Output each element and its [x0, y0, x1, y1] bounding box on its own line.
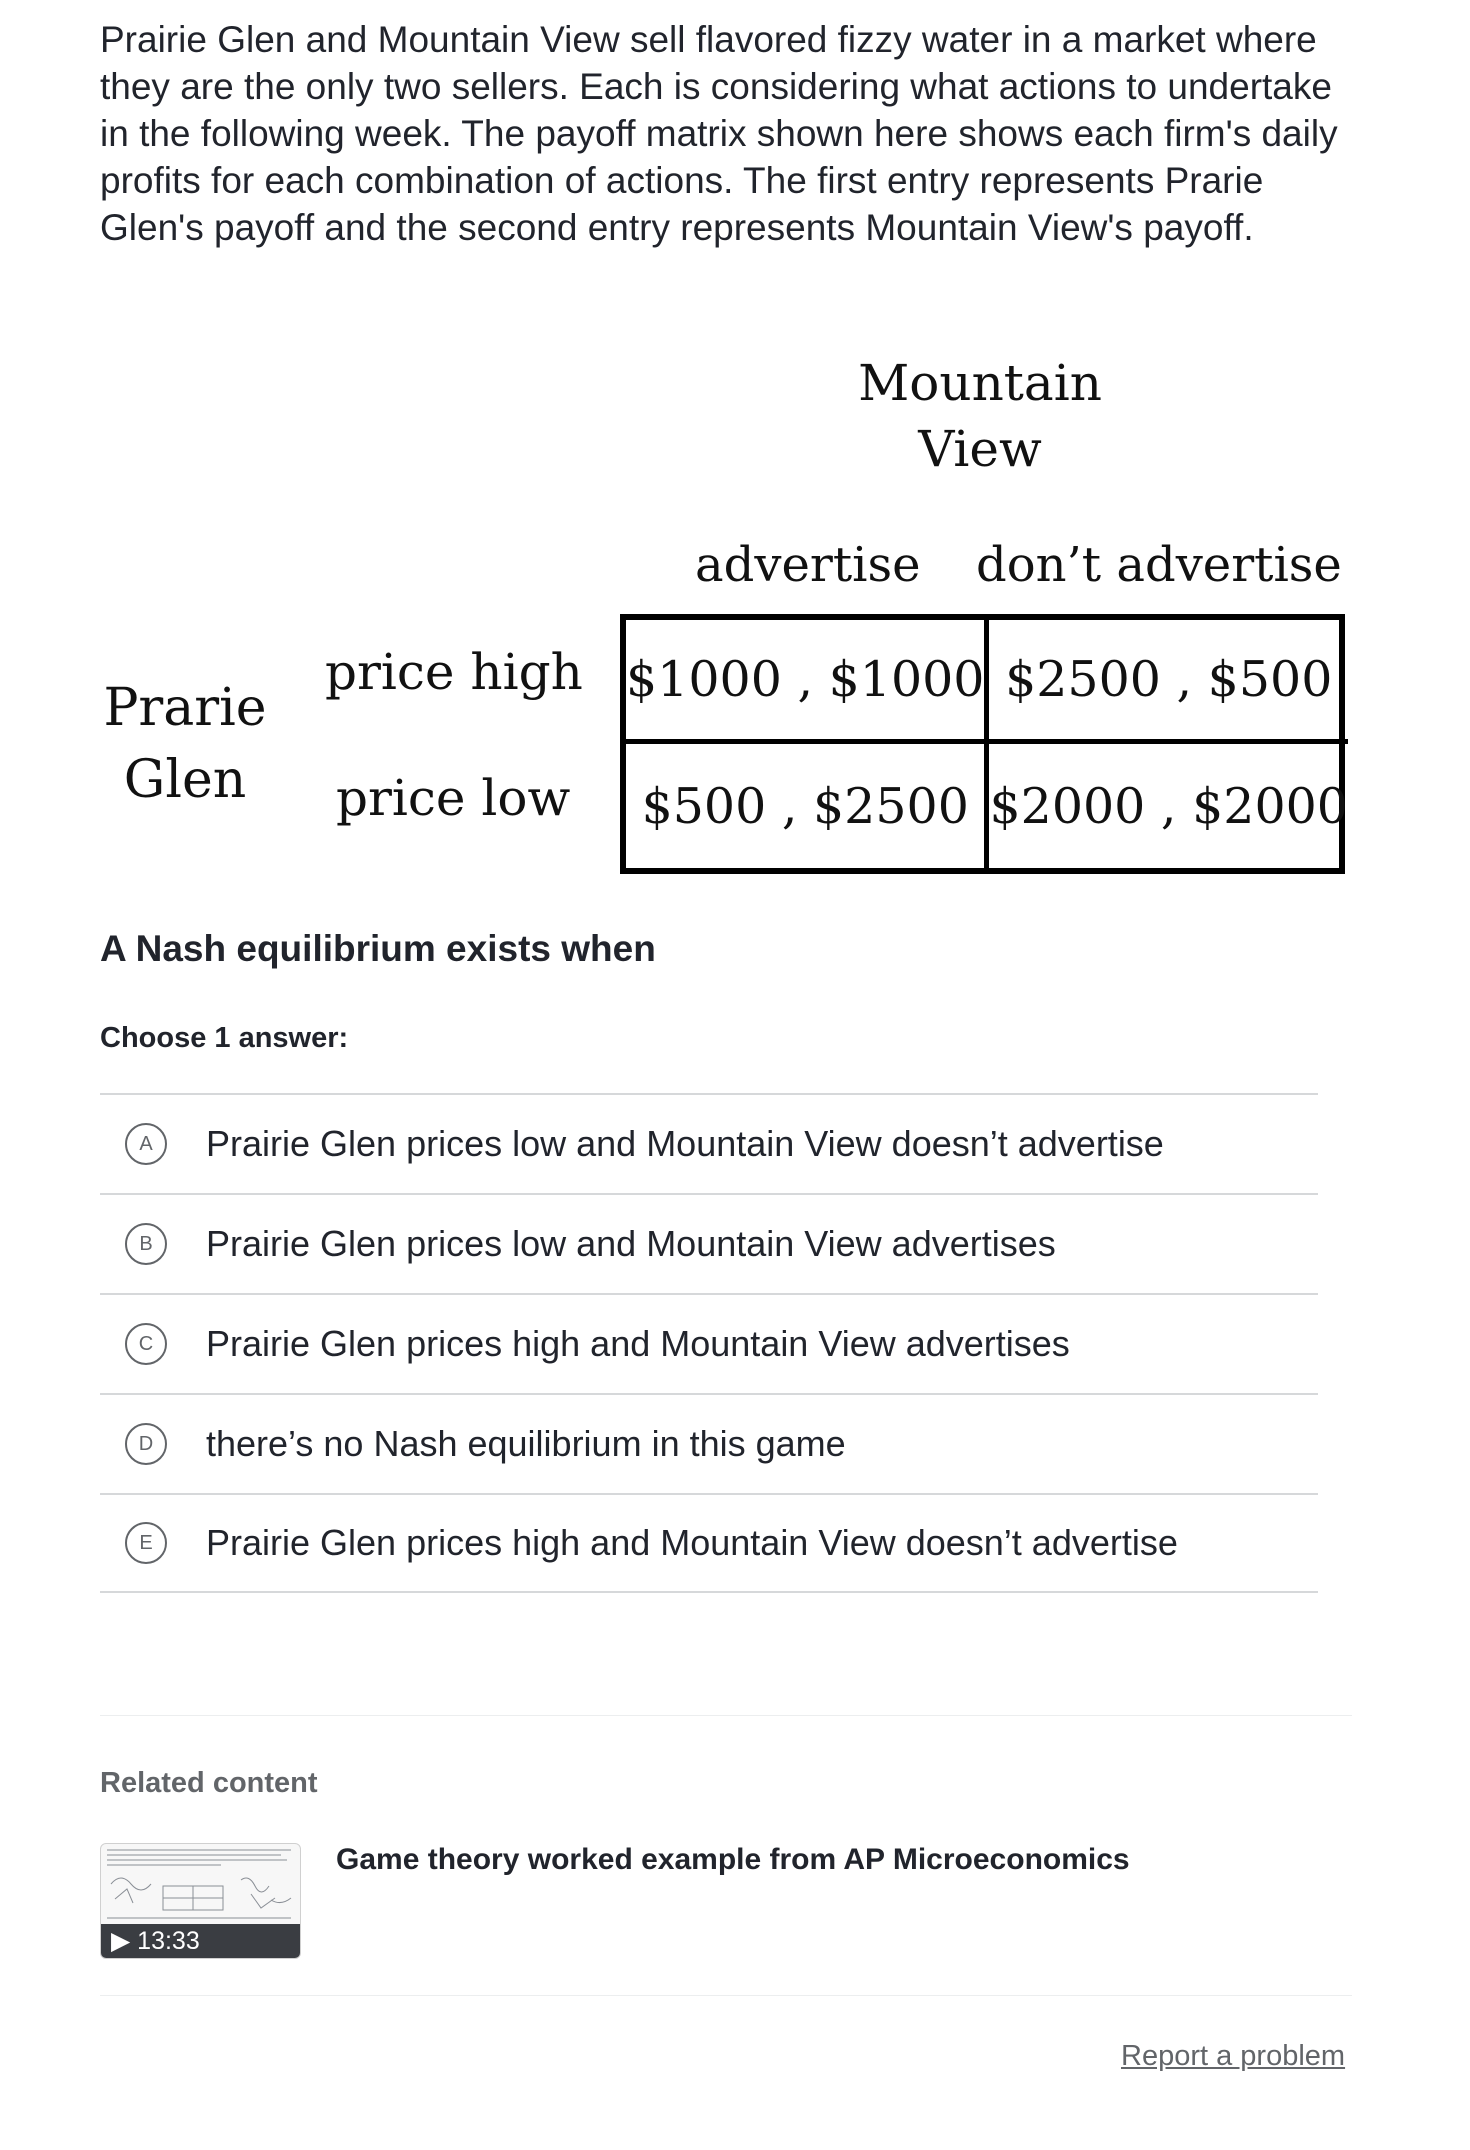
answer-option-c[interactable] — [100, 1293, 1318, 1393]
row-player-line-2: Glen — [123, 750, 247, 810]
answer-option-e[interactable] — [100, 1493, 1318, 1593]
column-player-line-2: View — [918, 420, 1042, 478]
answer-text-e: Prairie Glen prices high and Mountain View doesn’t advertise — [206, 1522, 1178, 1563]
column-action-advertise: advertise — [695, 537, 921, 593]
payoff-cell-low-advertise: $500 , $2500 — [626, 744, 989, 868]
choose-prompt: Choose 1 answer: — [100, 1022, 349, 1054]
payoff-cell-high-advertise: $1000 , $1000 — [626, 620, 989, 744]
answer-text-b: Prairie Glen prices low and Mountain View advertises — [206, 1223, 1056, 1264]
related-video-link[interactable]: Game theory worked example from AP Microeconomics — [336, 1843, 1130, 1876]
radio-e[interactable]: E — [125, 1522, 167, 1564]
row-action-price-low: price low — [336, 769, 571, 827]
answer-text-c: Prairie Glen prices high and Mountain View advertises — [206, 1323, 1070, 1364]
row-player-label — [100, 672, 270, 816]
column-action-dont-advertise: don’t advertise — [976, 537, 1342, 593]
thumbnail-sketch-icon — [101, 1844, 301, 1926]
payoff-matrix — [620, 614, 1348, 874]
answer-option-b[interactable] — [100, 1193, 1318, 1293]
answer-option-d[interactable] — [100, 1393, 1318, 1493]
radio-b[interactable]: B — [125, 1223, 167, 1265]
column-player-label — [840, 350, 1120, 482]
payoff-cell-low-dont-advertise: $2000 , $2000 — [989, 777, 1348, 835]
row-player-line-1: Prarie — [103, 678, 267, 738]
answer-option-a[interactable] — [100, 1093, 1318, 1193]
radio-c[interactable]: C — [125, 1323, 167, 1365]
radio-a[interactable]: A — [125, 1123, 167, 1165]
row-action-price-high: price high — [325, 643, 583, 701]
column-player-line-1: Mountain — [858, 354, 1102, 412]
report-problem-link[interactable]: Report a problem — [1121, 2040, 1346, 2072]
footer-divider — [100, 1995, 1352, 1996]
section-divider — [100, 1715, 1352, 1716]
question-text: A Nash equilibrium exists when — [100, 928, 656, 969]
related-content-heading: Related content — [100, 1767, 318, 1799]
video-thumbnail[interactable] — [100, 1843, 301, 1959]
payoff-cell-high-dont-advertise: $2500 , $500 — [989, 620, 1347, 744]
answer-text-a: Prairie Glen prices low and Mountain View doesn’t advertise — [206, 1123, 1164, 1164]
question-intro: Prairie Glen and Mountain View sell flavored fizzy water in a market where they are the only two sellers. Each is considering what actions to undertake in the following week. The payoff matrix shown here shows each firm's daily profits for each combination of actions. The first entry represents Prarie Glen's payoff and the second entry represents Mountain View's payoff. — [100, 19, 1338, 248]
answer-text-d: there’s no Nash equilibrium in this game — [206, 1423, 846, 1464]
radio-d[interactable]: D — [125, 1423, 167, 1465]
answer-options — [100, 1093, 1318, 1593]
video-duration: ▶ 13:33 — [101, 1924, 300, 1958]
